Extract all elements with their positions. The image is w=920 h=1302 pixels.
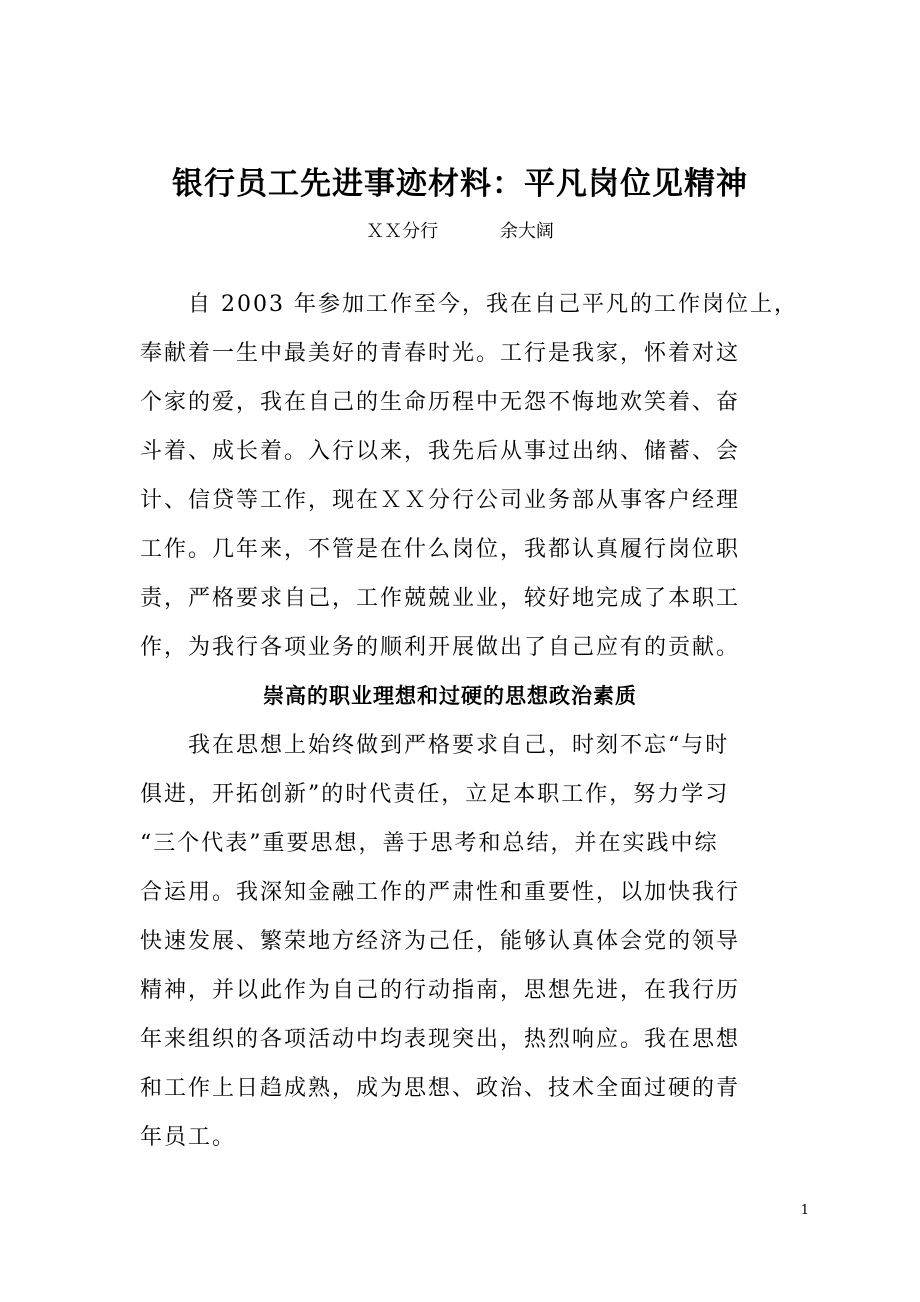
byline-author: 余大阔 — [499, 221, 554, 242]
paragraph-line: “三个代表”重要思想，善于思考和总结，并在实践中综 — [140, 831, 719, 856]
paragraph-line: 个家的爱，我在自己的生命历程中无怨不悔地欢笑着、奋 — [140, 390, 741, 415]
page-number: 1 — [800, 1203, 809, 1218]
paragraph-line: 作，为我行各项业务的顺利开展做出了自己应有的贡献。 — [140, 635, 741, 660]
paragraph-line: 我在思想上始终做到严格要求自己，时刻不忘“与时 — [188, 733, 730, 758]
section-heading: 崇高的职业理想和过硬的思想政治素质 — [263, 684, 637, 708]
paragraph-line: 年员工。 — [140, 1125, 237, 1150]
document-title: 银行员工先进事迹材料：平凡岗位见精神 — [172, 166, 748, 202]
byline-organization: ＸＸ分行 — [366, 221, 439, 242]
paragraph-1 — [140, 280, 798, 1162]
paragraph-line: 合运用。我深知金融工作的严肃性和重要性，以加快我行 — [140, 880, 741, 905]
paragraph-line: 俱进，开拓创新”的时代责任，立足本职工作，努力学习 — [140, 782, 730, 807]
paragraph-line: 自 2003 年参加工作至今，我在自己平凡的工作岗位上， — [188, 292, 798, 317]
byline — [0, 218, 920, 246]
paragraph-line: 责，严格要求自己，工作兢兢业业，较好地完成了本职工 — [140, 586, 741, 611]
paragraph-line: 年来组织的各项活动中均表现突出，热烈响应。我在思想 — [140, 1027, 741, 1052]
paragraph-line: 快速发展、繁荣地方经济为己任，能够认真体会党的领导 — [140, 929, 741, 954]
paragraph-line: 精神，并以此作为自己的行动指南，思想先进，在我行历 — [140, 978, 741, 1003]
paragraph-line: 计、信贷等工作，现在ＸＸ分行公司业务部从事客户经理 — [140, 488, 741, 513]
paragraph-line: 和工作上日趋成熟，成为思想、政治、技术全面过硬的青 — [140, 1076, 741, 1101]
paragraph-line: 工作。几年来，不管是在什么岗位，我都认真履行岗位职 — [140, 537, 741, 562]
paragraph-line: 奉献着一生中最美好的青春时光。工行是我家，怀着对这 — [140, 341, 741, 366]
paragraph-line: 斗着、成长着。入行以来，我先后从事过出纳、储蓄、会 — [140, 439, 741, 464]
